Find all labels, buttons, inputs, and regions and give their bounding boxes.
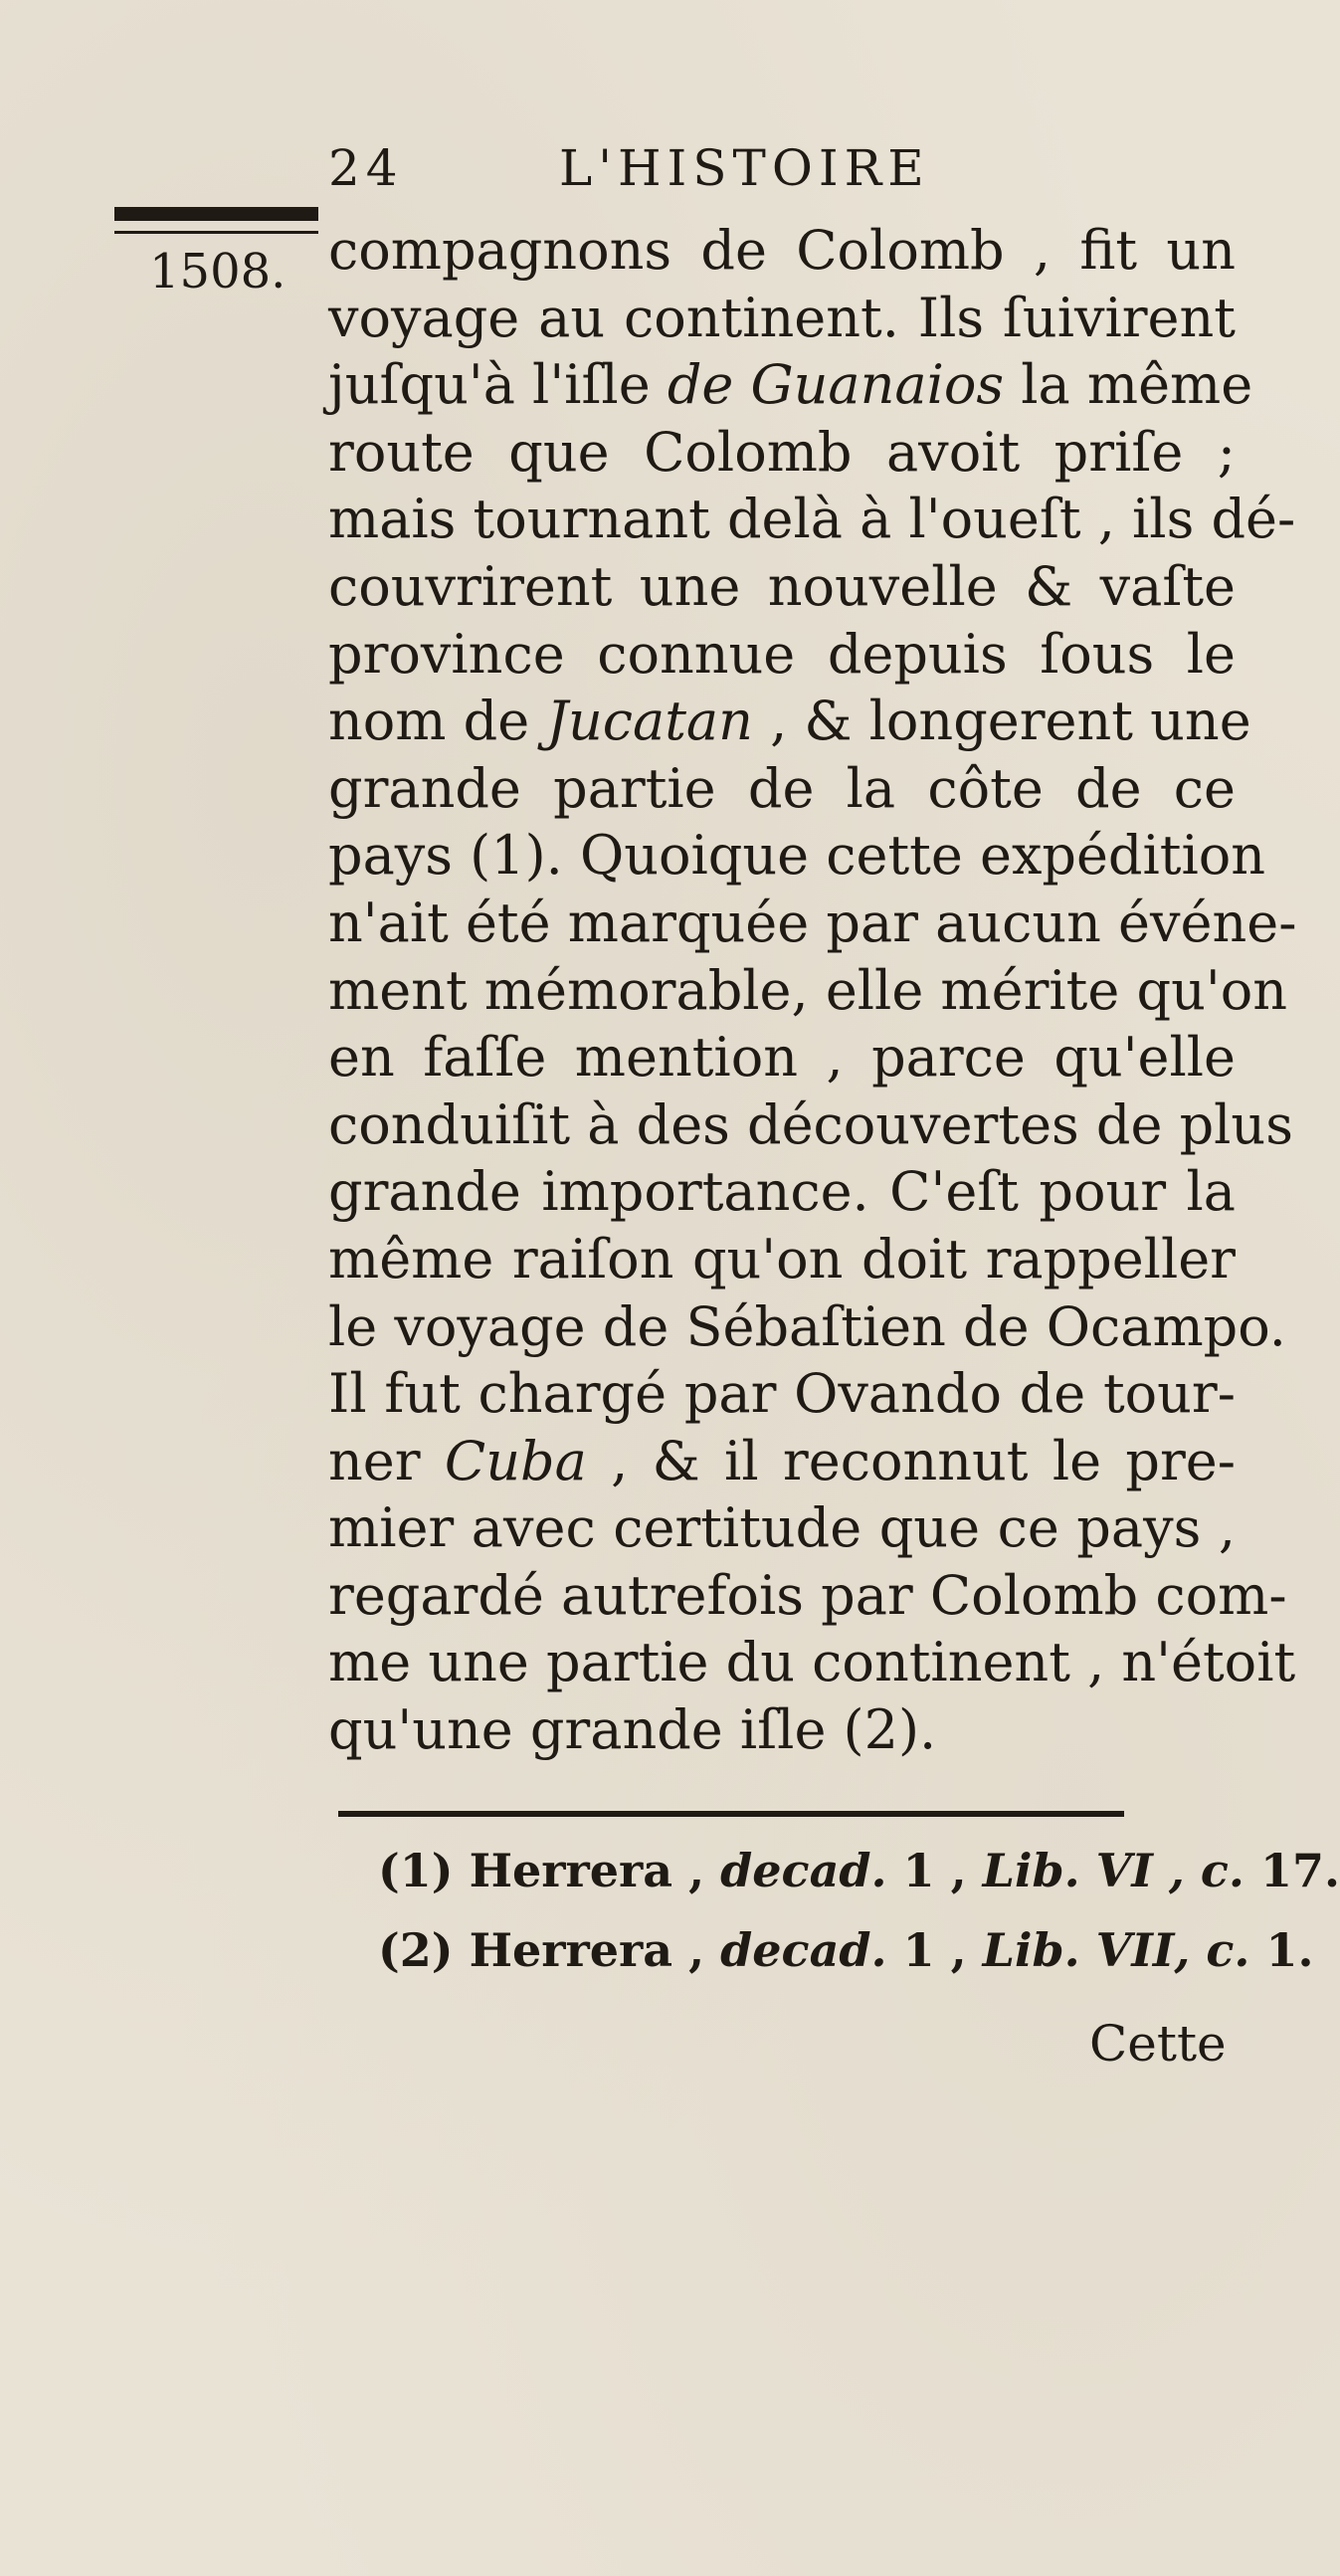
text-line: même raiſon qu'on doit rappeller (328, 1227, 1236, 1290)
text-line: mier avec certitude que ce pays , (328, 1496, 1236, 1560)
footnote-rule (338, 1811, 1124, 1817)
text-line: le voyage de Sébaſtien de Ocampo. (328, 1294, 1286, 1358)
text-line: juſqu'à l'iſle de Guanaios la même (328, 353, 1253, 417)
page-header (328, 139, 1045, 199)
footnote-2: (2) Herrera , decad. 1 , Lib. VII, c. 1. (378, 1923, 1314, 1977)
margin-year: 1508. (149, 244, 287, 299)
margin-rule-thick (114, 207, 318, 221)
text-line: ner Cuba , & il reconnut le pre- (328, 1429, 1236, 1492)
text-line: pays (1). Quoique cette expédition (328, 824, 1266, 888)
text-line: couvrirent une nouvelle & vaſte (328, 554, 1236, 618)
footnote-1: (1) Herrera , decad. 1 , Lib. VI , c. 17. (378, 1844, 1340, 1897)
text-line: conduiſit à des découvertes de plus (328, 1092, 1293, 1156)
text-line: ment mémorable, elle mérite qu'on (328, 958, 1287, 1022)
text-line: province connue depuis ſous le (328, 622, 1236, 686)
text-line: en faſſe mention , parce qu'elle (328, 1026, 1236, 1090)
text-line: compagnons de Colomb , fit un (328, 219, 1236, 282)
text-line: me une partie du continent , n'étoit (328, 1631, 1296, 1694)
text-line: qu'une grande iſle (2). (328, 1698, 937, 1762)
margin-rule-thin (114, 231, 318, 234)
text-line: grande partie de la côte de ce (328, 756, 1236, 820)
footnotes (378, 1844, 1340, 2003)
text-line: route que Colomb avoit priſe ; (328, 420, 1236, 484)
text-line: regardé autrefois par Colomb com- (328, 1563, 1287, 1627)
text-line: grande importance. C'eſt pour la (328, 1160, 1236, 1224)
page-number: 24 (328, 139, 404, 197)
text-line: n'ait été marquée par aucun événe- (328, 891, 1297, 954)
catchword: Cette (1089, 2015, 1227, 2073)
running-title: L'HISTOIRE (559, 139, 930, 197)
text-line: mais tournant delà à l'oueſt , ils dé- (328, 488, 1296, 551)
body-text (328, 217, 1297, 1764)
text-line: Il fut chargé par Ovando de tour- (328, 1362, 1236, 1426)
text-line: voyage au continent. Ils ſuivirent (328, 286, 1236, 349)
text-line: nom de Jucatan , & longerent une (328, 690, 1251, 753)
